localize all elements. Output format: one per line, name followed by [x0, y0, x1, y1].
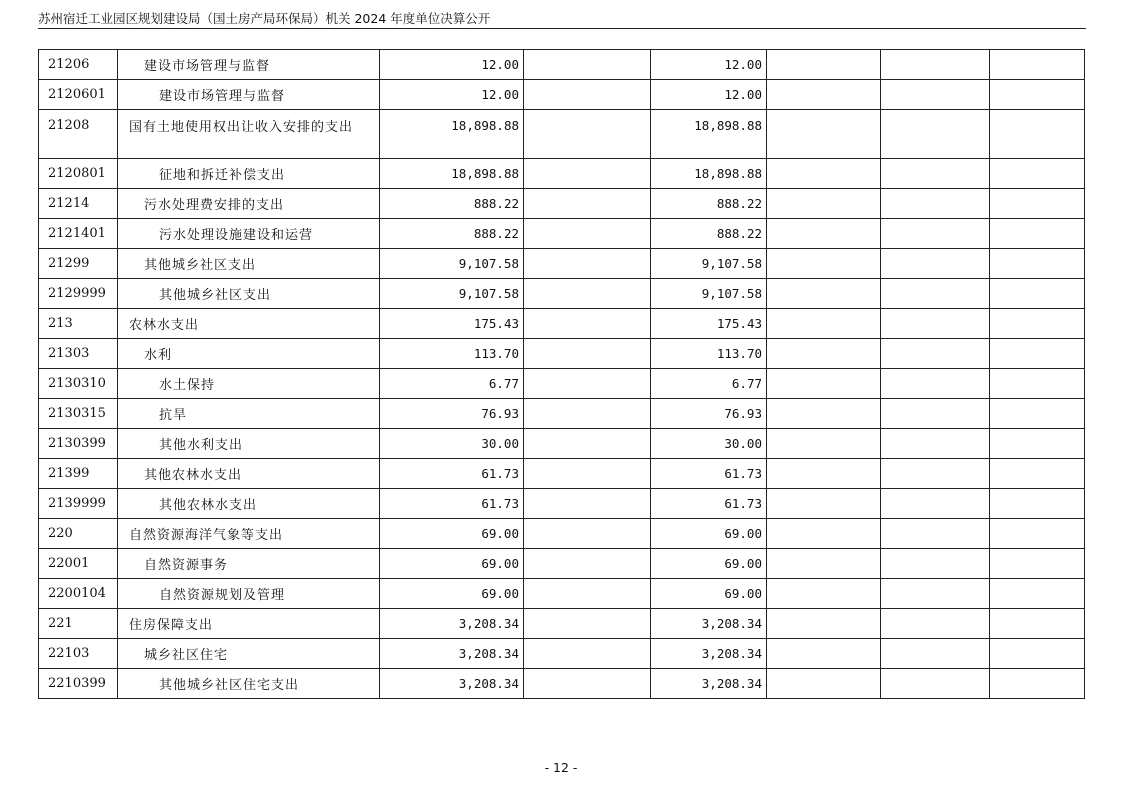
row-name: 其他城乡社区支出	[118, 279, 380, 309]
table-row	[39, 279, 1085, 309]
basic-expenditure: 12.00	[651, 80, 767, 110]
row-code: 2130310	[39, 369, 118, 399]
empty-cell	[990, 459, 1085, 489]
total-amount: 9,107.58	[380, 249, 524, 279]
basic-expenditure: 113.70	[651, 339, 767, 369]
empty-cell	[881, 309, 990, 339]
basic-expenditure: 6.77	[651, 369, 767, 399]
empty-cell	[990, 279, 1085, 309]
row-code: 21208	[39, 110, 118, 159]
total-amount: 18,898.88	[380, 159, 524, 189]
row-code: 2129999	[39, 279, 118, 309]
row-name: 其他城乡社区住宅支出	[118, 669, 380, 699]
empty-cell	[881, 110, 990, 159]
empty-cell	[524, 50, 651, 80]
empty-cell	[524, 189, 651, 219]
table-row	[39, 219, 1085, 249]
empty-cell	[990, 669, 1085, 699]
empty-cell	[990, 369, 1085, 399]
row-name: 其他水利支出	[118, 429, 380, 459]
row-code: 2210399	[39, 669, 118, 699]
row-code: 21299	[39, 249, 118, 279]
empty-cell	[881, 639, 990, 669]
empty-cell	[767, 669, 881, 699]
row-code: 220	[39, 519, 118, 549]
table-row	[39, 669, 1085, 699]
total-amount: 18,898.88	[380, 110, 524, 159]
budget-table	[38, 49, 1085, 699]
basic-expenditure: 30.00	[651, 429, 767, 459]
empty-cell	[767, 549, 881, 579]
row-code: 2120601	[39, 80, 118, 110]
document-header: 苏州宿迁工业园区规划建设局（国土房产局环保局）机关 2024 年度单位决算公开	[38, 10, 1086, 29]
total-amount: 9,107.58	[380, 279, 524, 309]
basic-expenditure: 69.00	[651, 519, 767, 549]
empty-cell	[990, 80, 1085, 110]
empty-cell	[881, 339, 990, 369]
total-amount: 3,208.34	[380, 609, 524, 639]
empty-cell	[767, 459, 881, 489]
basic-expenditure: 18,898.88	[651, 110, 767, 159]
basic-expenditure: 69.00	[651, 549, 767, 579]
total-amount: 3,208.34	[380, 639, 524, 669]
empty-cell	[881, 459, 990, 489]
empty-cell	[767, 399, 881, 429]
basic-expenditure: 9,107.58	[651, 279, 767, 309]
empty-cell	[767, 309, 881, 339]
table-body	[39, 50, 1085, 699]
total-amount: 30.00	[380, 429, 524, 459]
table-row	[39, 110, 1085, 159]
basic-expenditure: 888.22	[651, 219, 767, 249]
empty-cell	[881, 189, 990, 219]
empty-cell	[767, 579, 881, 609]
row-name: 农林水支出	[118, 309, 380, 339]
empty-cell	[881, 669, 990, 699]
row-name: 污水处理费安排的支出	[118, 189, 380, 219]
empty-cell	[881, 519, 990, 549]
table-row	[39, 519, 1085, 549]
empty-cell	[881, 489, 990, 519]
table-row	[39, 579, 1085, 609]
empty-cell	[990, 609, 1085, 639]
row-name: 水土保持	[118, 369, 380, 399]
table-row	[39, 189, 1085, 219]
empty-cell	[524, 159, 651, 189]
row-name: 住房保障支出	[118, 609, 380, 639]
empty-cell	[524, 489, 651, 519]
empty-cell	[524, 339, 651, 369]
table-row	[39, 489, 1085, 519]
empty-cell	[767, 50, 881, 80]
table-row	[39, 399, 1085, 429]
table-row	[39, 369, 1085, 399]
row-name: 建设市场管理与监督	[118, 80, 380, 110]
total-amount: 113.70	[380, 339, 524, 369]
empty-cell	[767, 110, 881, 159]
empty-cell	[990, 50, 1085, 80]
row-code: 2130399	[39, 429, 118, 459]
empty-cell	[881, 279, 990, 309]
empty-cell	[767, 279, 881, 309]
empty-cell	[881, 549, 990, 579]
empty-cell	[990, 219, 1085, 249]
row-name: 其他农林水支出	[118, 489, 380, 519]
row-name: 自然资源事务	[118, 549, 380, 579]
basic-expenditure: 61.73	[651, 459, 767, 489]
empty-cell	[524, 429, 651, 459]
row-code: 22001	[39, 549, 118, 579]
total-amount: 12.00	[380, 50, 524, 80]
empty-cell	[767, 80, 881, 110]
row-code: 221	[39, 609, 118, 639]
empty-cell	[524, 549, 651, 579]
empty-cell	[767, 369, 881, 399]
empty-cell	[767, 489, 881, 519]
row-code: 2139999	[39, 489, 118, 519]
empty-cell	[524, 639, 651, 669]
table-row	[39, 80, 1085, 110]
basic-expenditure: 3,208.34	[651, 609, 767, 639]
row-code: 21303	[39, 339, 118, 369]
empty-cell	[767, 339, 881, 369]
row-name: 建设市场管理与监督	[118, 50, 380, 80]
empty-cell	[990, 519, 1085, 549]
empty-cell	[767, 189, 881, 219]
empty-cell	[524, 249, 651, 279]
total-amount: 76.93	[380, 399, 524, 429]
empty-cell	[767, 519, 881, 549]
row-name: 抗旱	[118, 399, 380, 429]
empty-cell	[881, 429, 990, 459]
empty-cell	[990, 489, 1085, 519]
row-code: 2121401	[39, 219, 118, 249]
table-row	[39, 159, 1085, 189]
empty-cell	[990, 309, 1085, 339]
row-name: 其他城乡社区支出	[118, 249, 380, 279]
total-amount: 12.00	[380, 80, 524, 110]
total-amount: 69.00	[380, 579, 524, 609]
empty-cell	[881, 80, 990, 110]
table-row	[39, 309, 1085, 339]
table-row	[39, 339, 1085, 369]
empty-cell	[524, 459, 651, 489]
table-row	[39, 249, 1085, 279]
empty-cell	[524, 219, 651, 249]
total-amount: 175.43	[380, 309, 524, 339]
empty-cell	[990, 549, 1085, 579]
empty-cell	[881, 50, 990, 80]
row-name: 自然资源海洋气象等支出	[118, 519, 380, 549]
row-name: 自然资源规划及管理	[118, 579, 380, 609]
total-amount: 61.73	[380, 459, 524, 489]
page-number: - 12 -	[544, 760, 578, 775]
row-code: 21206	[39, 50, 118, 80]
row-name: 污水处理设施建设和运营	[118, 219, 380, 249]
empty-cell	[881, 369, 990, 399]
empty-cell	[524, 110, 651, 159]
empty-cell	[881, 159, 990, 189]
table-row	[39, 429, 1085, 459]
basic-expenditure: 69.00	[651, 579, 767, 609]
total-amount: 6.77	[380, 369, 524, 399]
row-name: 其他农林水支出	[118, 459, 380, 489]
empty-cell	[881, 249, 990, 279]
basic-expenditure: 18,898.88	[651, 159, 767, 189]
basic-expenditure: 175.43	[651, 309, 767, 339]
empty-cell	[524, 399, 651, 429]
table-row	[39, 549, 1085, 579]
empty-cell	[524, 80, 651, 110]
total-amount: 69.00	[380, 519, 524, 549]
empty-cell	[767, 249, 881, 279]
basic-expenditure: 3,208.34	[651, 639, 767, 669]
total-amount: 888.22	[380, 219, 524, 249]
basic-expenditure: 12.00	[651, 50, 767, 80]
empty-cell	[990, 339, 1085, 369]
row-code: 2130315	[39, 399, 118, 429]
empty-cell	[990, 110, 1085, 159]
empty-cell	[767, 219, 881, 249]
row-name: 城乡社区住宅	[118, 639, 380, 669]
empty-cell	[524, 309, 651, 339]
row-code: 22103	[39, 639, 118, 669]
basic-expenditure: 3,208.34	[651, 669, 767, 699]
empty-cell	[524, 369, 651, 399]
row-code: 21399	[39, 459, 118, 489]
row-name: 征地和拆迁补偿支出	[118, 159, 380, 189]
table-row	[39, 459, 1085, 489]
row-code: 2200104	[39, 579, 118, 609]
empty-cell	[524, 519, 651, 549]
row-code: 2120801	[39, 159, 118, 189]
table-row	[39, 609, 1085, 639]
table-row	[39, 639, 1085, 669]
empty-cell	[767, 639, 881, 669]
total-amount: 3,208.34	[380, 669, 524, 699]
empty-cell	[990, 639, 1085, 669]
row-code: 213	[39, 309, 118, 339]
empty-cell	[767, 609, 881, 639]
basic-expenditure: 76.93	[651, 399, 767, 429]
empty-cell	[990, 429, 1085, 459]
empty-cell	[767, 429, 881, 459]
empty-cell	[881, 399, 990, 429]
empty-cell	[990, 579, 1085, 609]
basic-expenditure: 9,107.58	[651, 249, 767, 279]
total-amount: 69.00	[380, 549, 524, 579]
total-amount: 61.73	[380, 489, 524, 519]
empty-cell	[767, 159, 881, 189]
row-name: 国有土地使用权出让收入安排的支出	[118, 110, 380, 159]
empty-cell	[990, 249, 1085, 279]
empty-cell	[990, 159, 1085, 189]
empty-cell	[881, 219, 990, 249]
row-code: 21214	[39, 189, 118, 219]
basic-expenditure: 888.22	[651, 189, 767, 219]
table-row	[39, 50, 1085, 80]
total-amount: 888.22	[380, 189, 524, 219]
empty-cell	[524, 279, 651, 309]
empty-cell	[990, 189, 1085, 219]
basic-expenditure: 61.73	[651, 489, 767, 519]
empty-cell	[881, 579, 990, 609]
empty-cell	[524, 669, 651, 699]
empty-cell	[990, 399, 1085, 429]
row-name: 水利	[118, 339, 380, 369]
empty-cell	[881, 609, 990, 639]
empty-cell	[524, 579, 651, 609]
empty-cell	[524, 609, 651, 639]
